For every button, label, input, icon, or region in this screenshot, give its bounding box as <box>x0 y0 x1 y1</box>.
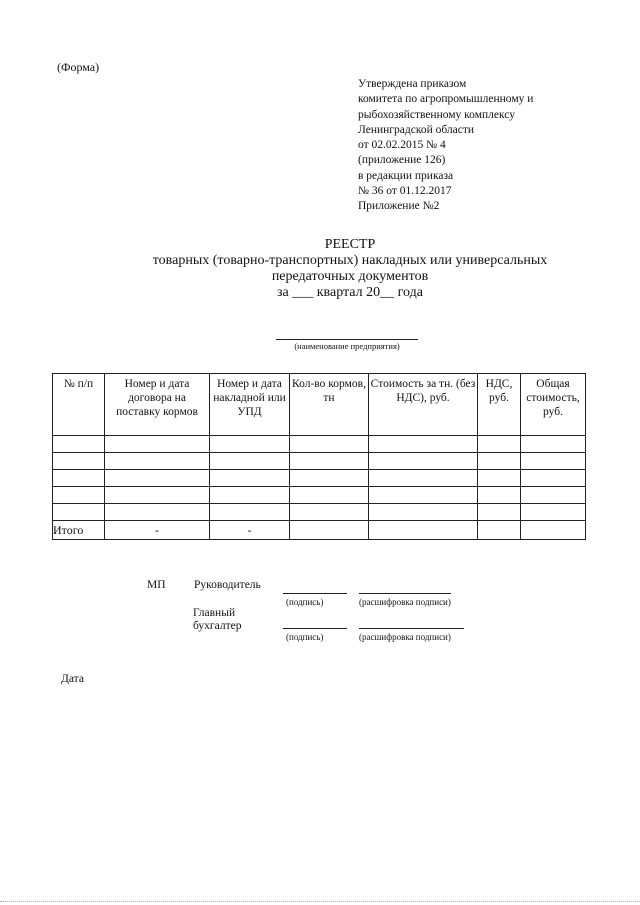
table-cell[interactable] <box>369 470 478 487</box>
table-cell[interactable] <box>521 487 586 504</box>
column-header: Номер и дата договора на поставку кормов <box>105 374 210 436</box>
total-contract-cell: - <box>105 521 210 540</box>
table-cell[interactable] <box>290 521 369 540</box>
approval-line: Утверждена приказом <box>358 78 467 90</box>
column-header: НДС, руб. <box>478 374 521 436</box>
table-cell[interactable] <box>53 487 105 504</box>
table-cell[interactable] <box>369 487 478 504</box>
chief-accountant-label <box>193 607 241 633</box>
approval-line: № 36 от 01.12.2017 <box>358 185 452 198</box>
organization-caption: (наименование предприятия) <box>294 341 400 351</box>
approval-block <box>358 77 533 215</box>
table-cell[interactable] <box>521 504 586 521</box>
title-line: товарных (товарно-транспортных) накладных или универсальных <box>152 253 548 268</box>
chief-accountant-line: бухгалтер <box>193 620 242 632</box>
head-signature-field[interactable] <box>283 593 347 594</box>
date-label: Дата <box>61 673 84 685</box>
table-cell[interactable] <box>105 470 210 487</box>
approval-line: Ленинградской области <box>358 123 475 136</box>
approval-line: Приложение №2 <box>358 200 440 213</box>
approval-line: (приложение 126) <box>358 154 446 167</box>
chief-accountant-line: Главный <box>193 607 236 619</box>
table-row <box>53 487 586 504</box>
table-cell[interactable] <box>210 487 290 504</box>
table-cell[interactable] <box>290 453 369 470</box>
table-cell[interactable] <box>53 504 105 521</box>
table-cell[interactable] <box>210 453 290 470</box>
table-cell[interactable] <box>478 504 521 521</box>
head-label: Руководитель <box>194 579 261 591</box>
signature-caption: (подпись) <box>286 632 324 642</box>
accountant-decode-field[interactable] <box>359 628 464 629</box>
table-cell[interactable] <box>478 453 521 470</box>
table-cell[interactable] <box>478 521 521 540</box>
table-cell[interactable] <box>290 504 369 521</box>
approval-line: в редакции приказа <box>358 169 454 182</box>
scan-edge-line <box>0 901 640 902</box>
table-cell[interactable] <box>369 504 478 521</box>
table-row <box>53 453 586 470</box>
table-cell[interactable] <box>369 436 478 453</box>
accountant-signature-field[interactable] <box>283 628 347 629</box>
table-cell[interactable] <box>290 487 369 504</box>
table-header-row <box>53 374 586 436</box>
column-header: Стоимость за тн. (без НДС), руб. <box>369 374 478 436</box>
stamp-place-label: МП <box>147 579 166 591</box>
column-header: № п/п <box>53 374 105 436</box>
table-cell[interactable] <box>105 436 210 453</box>
signature-caption: (подпись) <box>286 597 324 607</box>
table-cell[interactable] <box>521 436 586 453</box>
table-cell[interactable] <box>478 436 521 453</box>
total-row <box>53 521 586 540</box>
table-cell[interactable] <box>210 436 290 453</box>
table-cell[interactable] <box>105 453 210 470</box>
decode-caption: (расшифровка подписи) <box>359 632 451 642</box>
table-cell[interactable] <box>478 470 521 487</box>
approval-line: рыбохозяйственному комплексу <box>358 108 515 121</box>
table-cell[interactable] <box>521 470 586 487</box>
column-header: Общая стоимость, руб. <box>521 374 586 436</box>
approval-line: от 02.02.2015 № 4 <box>358 139 446 152</box>
total-label: Итого <box>53 521 105 540</box>
decode-caption: (расшифровка подписи) <box>359 597 451 607</box>
table-cell[interactable] <box>369 521 478 540</box>
table-row <box>53 504 586 521</box>
table-cell[interactable] <box>521 453 586 470</box>
title-line: передаточных документов <box>271 269 429 284</box>
table-cell[interactable] <box>105 487 210 504</box>
organization-field[interactable] <box>276 339 418 340</box>
form-label: (Форма) <box>57 60 100 74</box>
table-row <box>53 470 586 487</box>
table-cell[interactable] <box>521 521 586 540</box>
column-header: Кол-во кормов, тн <box>290 374 369 436</box>
table-cell[interactable] <box>369 453 478 470</box>
table-cell[interactable] <box>53 470 105 487</box>
table-cell[interactable] <box>290 470 369 487</box>
table-row <box>53 436 586 453</box>
title-line: РЕЕСТР <box>324 237 376 252</box>
title-line: за ___ квартал 20__ года <box>277 285 423 300</box>
table-cell[interactable] <box>478 487 521 504</box>
registry-table <box>52 373 586 540</box>
table-cell[interactable] <box>210 504 290 521</box>
column-header: Номер и дата накладной или УПД <box>210 374 290 436</box>
total-invoice-cell: - <box>210 521 290 540</box>
approval-line: комитета по агропромышленному и <box>358 93 534 106</box>
document-title <box>0 237 640 301</box>
table-cell[interactable] <box>53 453 105 470</box>
table-cell[interactable] <box>290 436 369 453</box>
table-cell[interactable] <box>105 504 210 521</box>
head-decode-field[interactable] <box>359 593 451 594</box>
table-cell[interactable] <box>53 436 105 453</box>
table-cell[interactable] <box>210 470 290 487</box>
